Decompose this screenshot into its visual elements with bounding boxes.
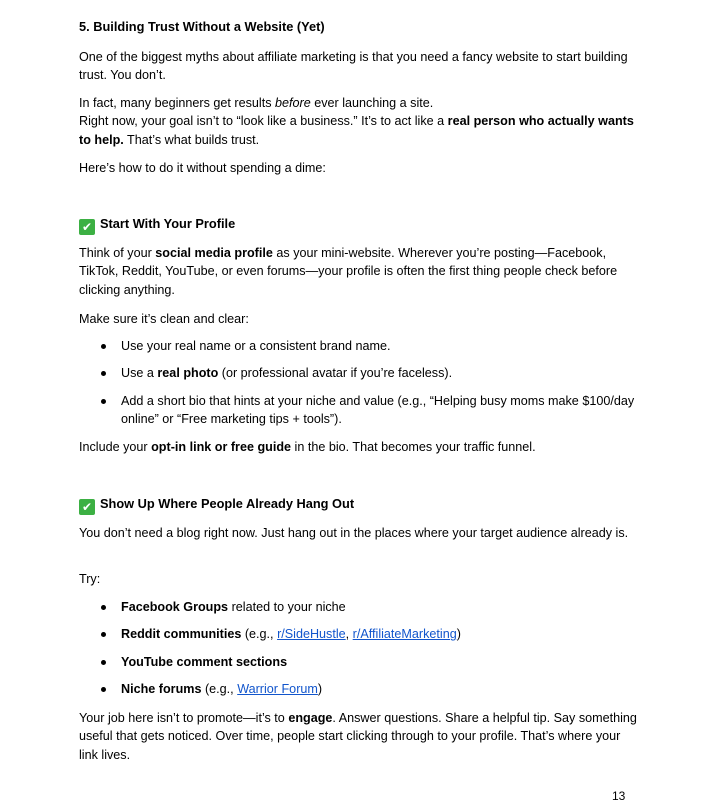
list-item: YouTube comment sections xyxy=(79,653,639,671)
list-item: Use a real photo (or professional avatar if you’re faceless). xyxy=(79,364,639,382)
checkmark-icon: ✔ xyxy=(79,499,95,515)
community-bullet-list xyxy=(79,598,639,708)
subheading-show-up: ✔ Show Up Where People Already Hang Out xyxy=(79,495,639,515)
link-warrior-forum[interactable]: Warrior Forum xyxy=(237,682,318,697)
paragraph-no-blog: You don’t need a blog right now. Just hang out in the places where your target audience already is. xyxy=(79,526,629,540)
paragraph-beginners: In fact, many beginners get results before ever launching a site. Right now, your goal isn’t to “look like a business.” It’s to act like a real person who actually wants to help. That’s what builds trust. xyxy=(79,96,634,147)
paragraph-how-to: Here’s how to do it without spending a dime: xyxy=(79,161,326,175)
paragraph-engage: Your job here isn’t to promote—it’s to engage. Answer questions. Share a helpful tip. Say something useful that gets noticed. Over time, people start clicking through to your profile. That’s where your link lives. xyxy=(79,711,637,762)
list-item: Add a short bio that hints at your niche and value (e.g., “Helping busy moms make $100/day online” or “Free marketing tips + tools”). xyxy=(79,392,639,429)
checkmark-icon: ✔ xyxy=(79,219,95,235)
link-affiliatemarketing[interactable]: r/AffiliateMarketing xyxy=(352,627,457,642)
list-item: Facebook Groups related to your niche xyxy=(79,598,639,616)
link-sidehustle[interactable]: r/SideHustle xyxy=(277,627,346,642)
paragraph-intro: One of the biggest myths about affiliate marketing is that you need a fancy website to start building trust. You don’t. xyxy=(79,50,628,83)
paragraph-optin: Include your opt-in link or free guide in the bio. That becomes your traffic funnel. xyxy=(79,440,536,454)
subheading-profile: ✔ Start With Your Profile xyxy=(79,215,639,235)
section-heading: 5. Building Trust Without a Website (Yet) xyxy=(79,19,325,34)
list-item: Reddit communities (e.g., r/SideHustle, r/AffiliateMarketing) xyxy=(79,625,639,643)
profile-bullet-list xyxy=(79,337,639,438)
paragraph-profile: Think of your social media profile as your mini-website. Wherever you’re posting—Facebook, TikTok, Reddit, YouTube, or even forums—your profile is often the first thing people check before clicking anything. xyxy=(79,246,618,297)
page-number: 13 xyxy=(612,789,626,803)
paragraph-try: Try: xyxy=(79,572,101,586)
list-item: Use your real name or a consistent brand name. xyxy=(79,337,639,355)
paragraph-clean: Make sure it’s clean and clear: xyxy=(79,312,249,326)
list-item: Niche forums (e.g., Warrior Forum) xyxy=(79,680,639,698)
